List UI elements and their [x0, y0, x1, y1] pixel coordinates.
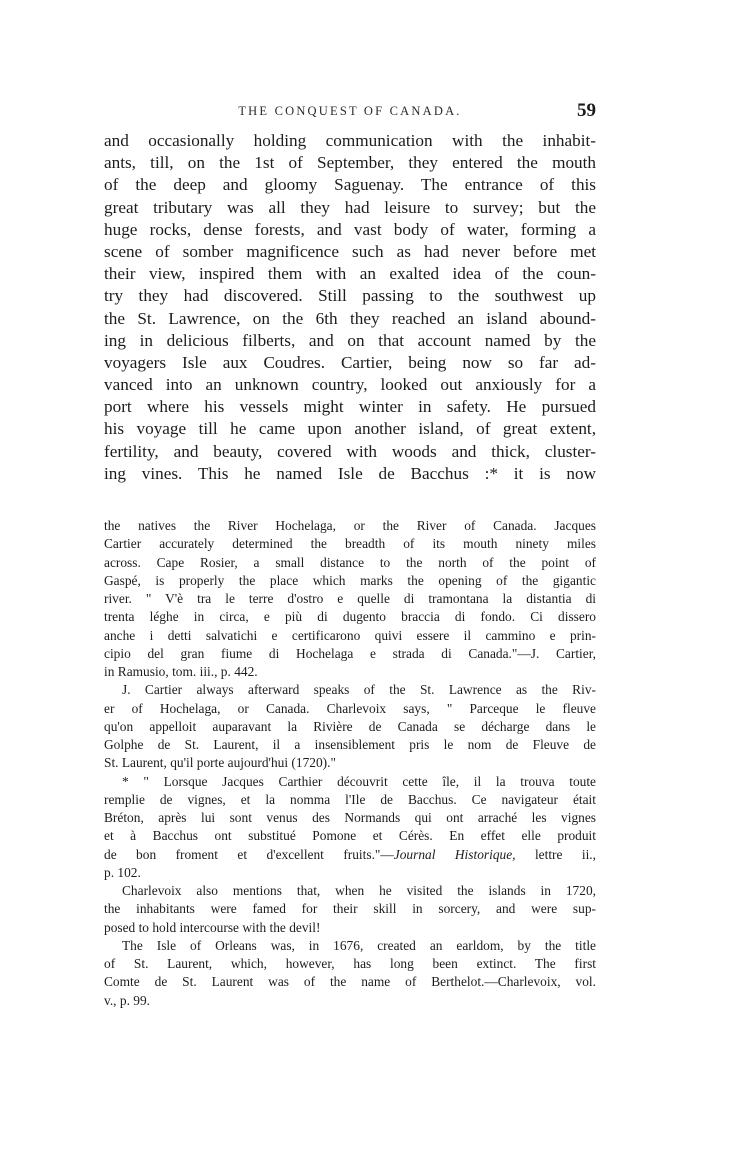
footnote-line: cipio del gran fiume di Hochelaga e strada di Canada."—J. Cartier,	[104, 645, 596, 661]
footnote-line: Bréton, après lui sont venus des Normands qui ont arraché les vignes	[104, 810, 596, 825]
footnote-line: remplie de vignes, et la nomma l'Ile de Bacchus. Ce navigateur était	[104, 791, 596, 807]
footnote-line: of St. Laurent, which, however, has long been extinct. The first	[104, 956, 596, 971]
footnote-line: the natives the River Hochelaga, or the River of Canada. Jacques	[104, 518, 596, 533]
footnote-line: St. Laurent, qu'il porte aujourd'hui (1720)."	[104, 755, 336, 771]
footnote-line: Gaspé, is properly the place which marks the opening of the gigantic	[104, 572, 596, 588]
footnote-line: anche i detti salvatichi e certificarono quivi essere il cammino e prin-	[104, 627, 596, 643]
footnote-line-citation	[104, 846, 596, 864]
text-line: vanced into an unknown country, looked out anxiously for a	[104, 375, 596, 395]
footnote-text: de bon froment et d'excellent fruits."—	[104, 846, 394, 862]
footnote-line: Comte de St. Laurent was of the name of Berthelot.—Charlevoix, vol.	[104, 974, 596, 990]
footnote-line: Cartier accurately determined the breadth of its mouth ninety miles	[104, 536, 596, 552]
footnote-line: trenta léghe in circa, e più di dugento braccia di fondo. Ci dissero	[104, 609, 596, 625]
text-line: scene of somber magnificence such as had never before met	[104, 241, 596, 261]
text-line: great tributary was all they had leisure to survey; but the	[104, 197, 596, 217]
footnote-line: p. 102.	[104, 864, 141, 880]
footnote-line: er of Hochelaga, or Canada. Charlevoix says, " Parceque le fleuve	[104, 700, 596, 716]
text-line: ing in delicious filberts, and on that account named by the	[104, 330, 596, 350]
text-line: the St. Lawrence, on the 6th they reached an island abound-	[104, 308, 596, 328]
text-line: ants, till, on the 1st of September, they entered the mouth	[104, 153, 596, 173]
journal-tail: lettre ii.,	[515, 846, 596, 862]
text-line: their view, inspired them with an exalted idea of the coun-	[104, 264, 596, 284]
footnote-line: qu'on appelloit auparavant la Rivière de Canada se décharge dans le	[104, 718, 596, 734]
main-text	[104, 130, 596, 485]
footnote-line: * " Lorsque Jacques Carthier découvrit cette île, il la trouva toute	[122, 773, 596, 789]
text-line: and occasionally holding communication with the inhabit-	[104, 131, 596, 150]
text-line: ing vines. This he named Isle de Bacchus :* it is now	[104, 463, 596, 483]
text-line: port where his vessels might winter in safety. He pursued	[104, 397, 596, 417]
page-number: 59	[577, 100, 596, 121]
running-title: THE CONQUEST OF CANADA.	[238, 104, 462, 118]
footnotes	[104, 517, 596, 1010]
footnote-line: in Ramusio, tom. iii., p. 442.	[104, 664, 258, 679]
footnote-line: the inhabitants were famed for their skill in sorcery, and were sup-	[104, 901, 596, 917]
text-line: try they had discovered. Still passing to the southwest up	[104, 286, 596, 306]
footnote-line: Charlevoix also mentions that, when he visited the islands in 1720,	[122, 883, 596, 898]
footnote-line: Golphe de St. Laurent, il a insensiblement pris le nom de Fleuve de	[104, 737, 596, 752]
footnote-line: J. Cartier always afterward speaks of the St. Lawrence as the Riv-	[122, 682, 596, 698]
text-line: of the deep and gloomy Saguenay. The entrance of this	[104, 175, 596, 195]
journal-title: Journal Historique,	[393, 846, 516, 862]
footnote-line: et à Bacchus ont substitué Pomone et Cérès. En effet elle produit	[104, 828, 596, 844]
footnote-line: across. Cape Rosier, a small distance to the north of the point of	[104, 554, 596, 570]
footnote-line: v., p. 99.	[104, 992, 150, 1008]
text-line: voyagers Isle aux Coudres. Cartier, being now so far ad-	[104, 352, 596, 372]
text-line: huge rocks, dense forests, and vast body of water, forming a	[104, 219, 596, 239]
footnote-line: The Isle of Orleans was, in 1676, created an earldom, by the title	[122, 937, 596, 953]
footnote-line: posed to hold intercourse with the devil!	[104, 919, 321, 935]
text-line: fertility, and beauty, covered with woods and thick, cluster-	[104, 441, 596, 461]
text-line: his voyage till he came upon another island, of great extent,	[104, 419, 596, 439]
footnote-line: river. " V'è tra le terre d'ostro e quelle di tramontana la distantia di	[104, 591, 596, 606]
running-head	[104, 100, 596, 126]
